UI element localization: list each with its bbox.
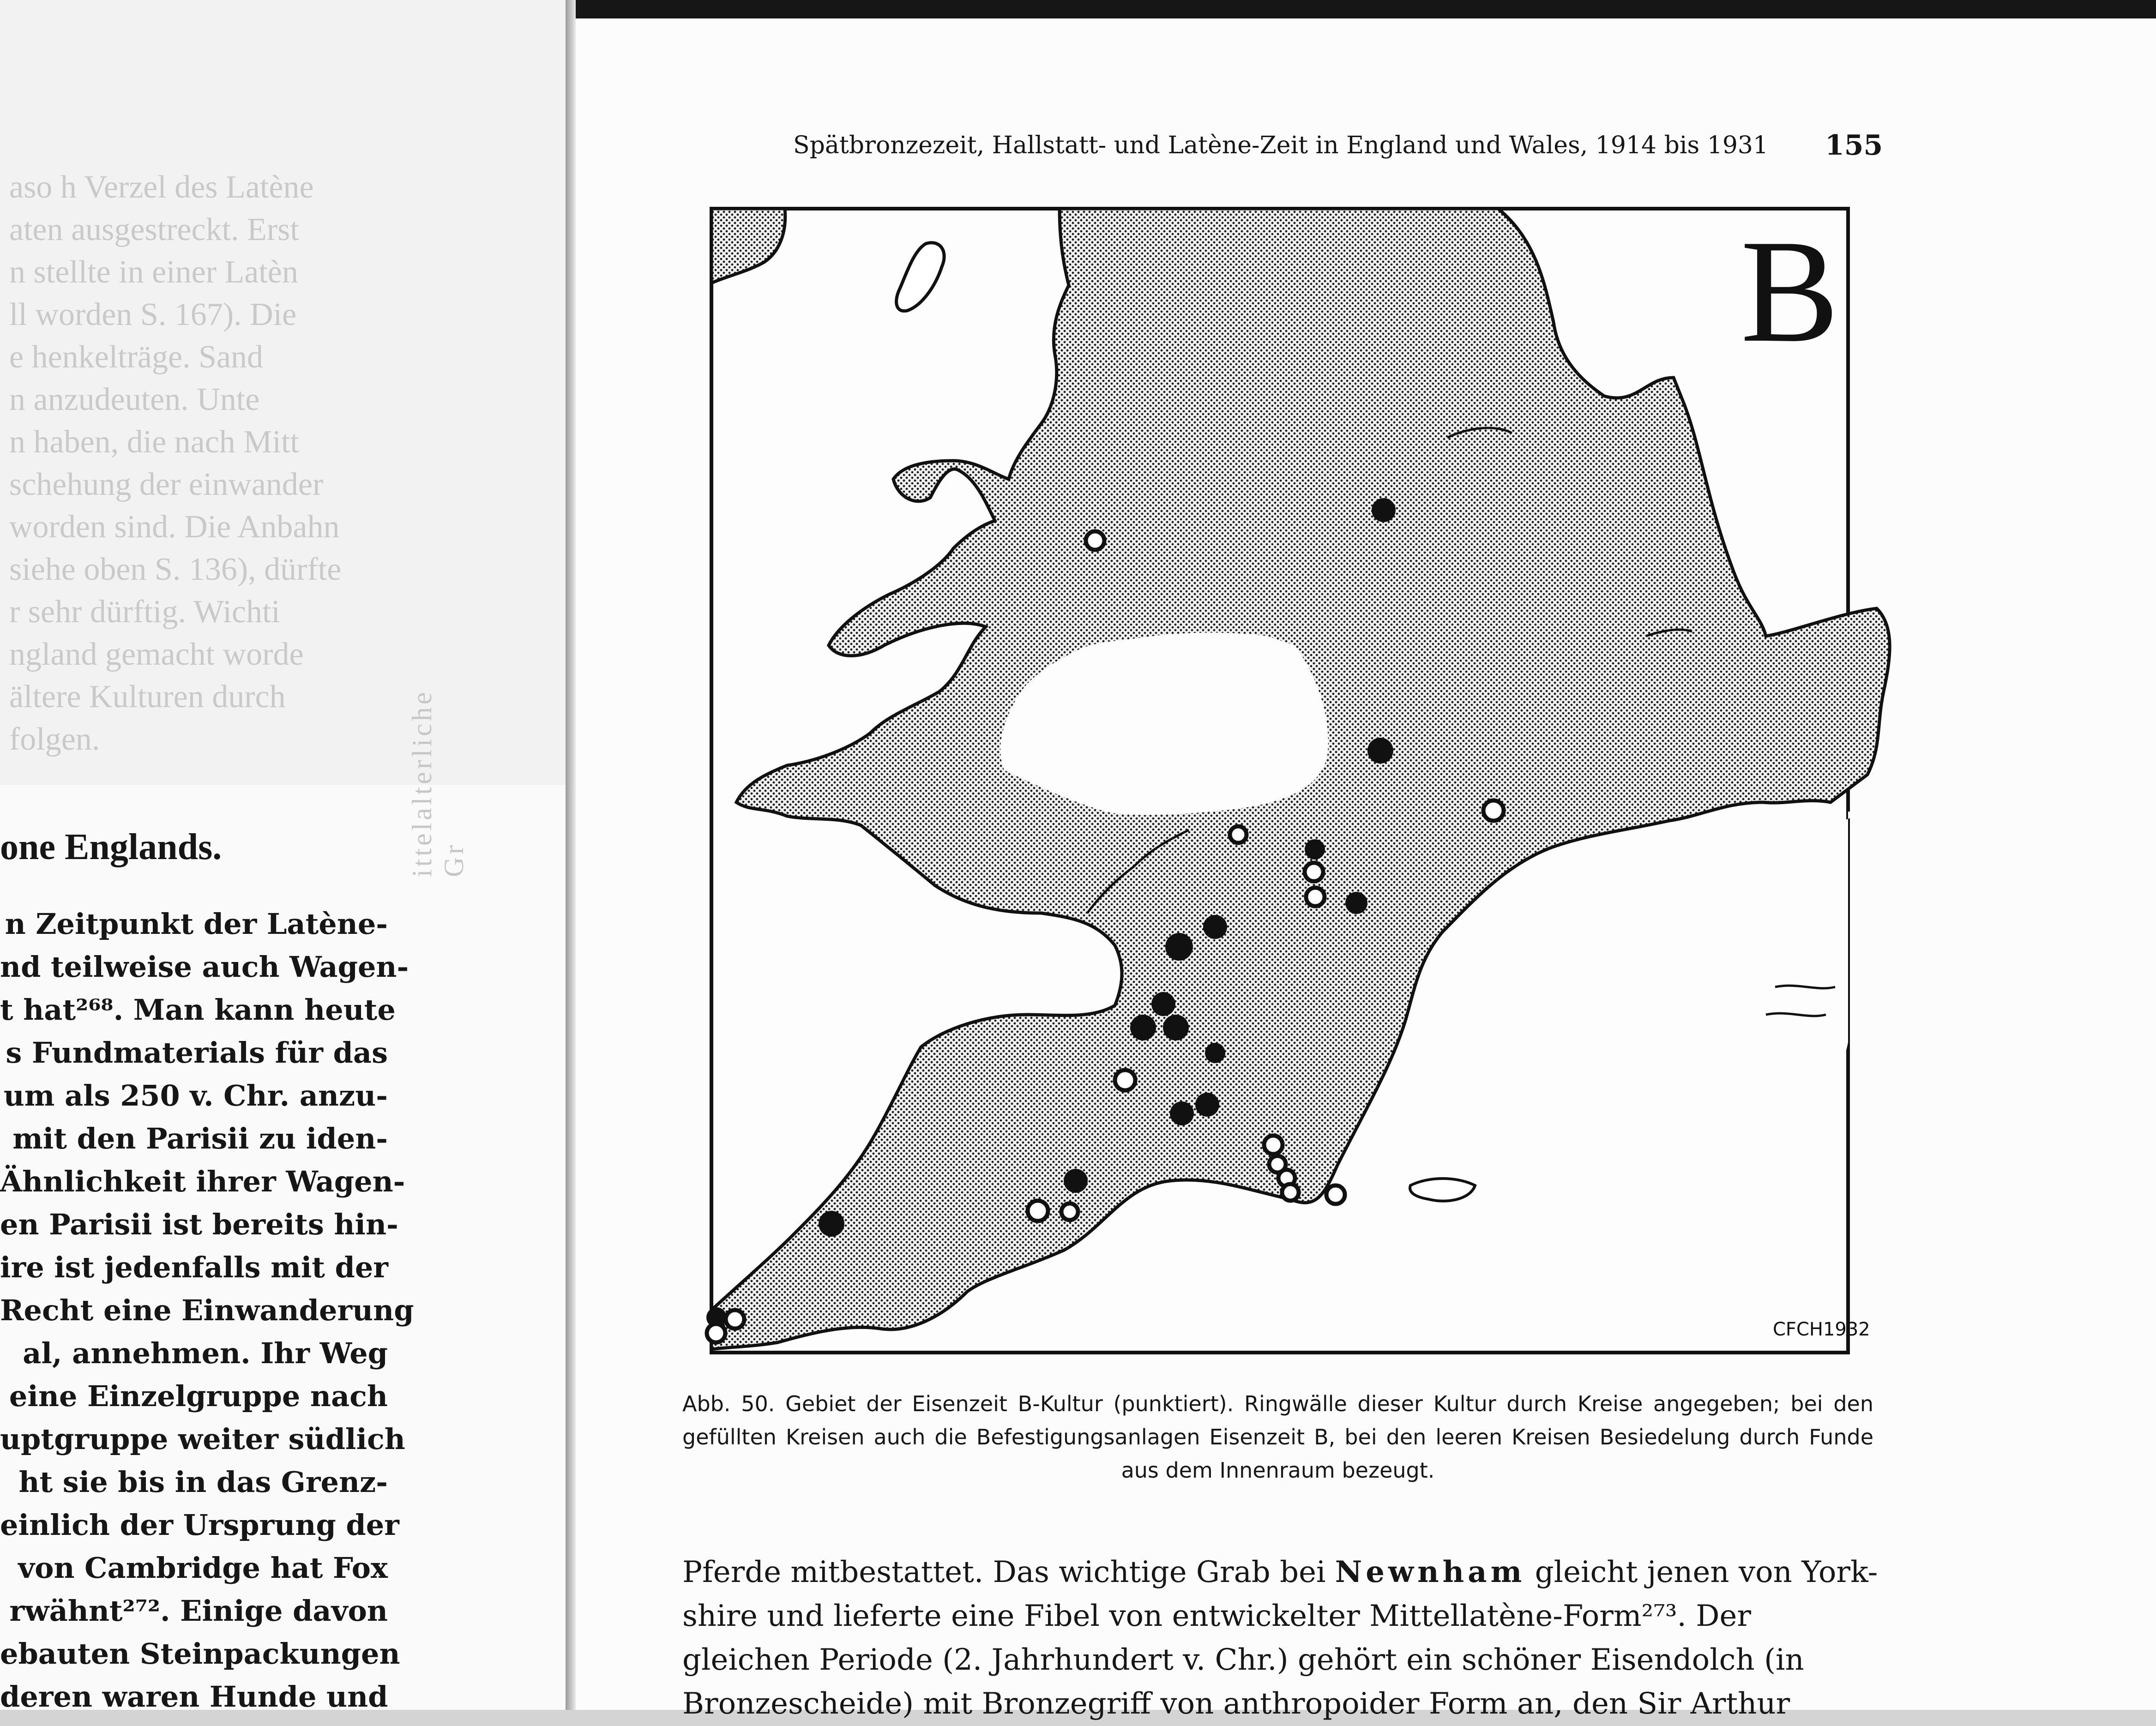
bleed-through-line: schehung der einwander: [9, 467, 324, 502]
left-page: [0, 0, 566, 1714]
filled-site: [1305, 839, 1325, 860]
bleed-through-line: siehe oben S. 136), dürfte: [9, 552, 342, 587]
open-site: [1282, 1184, 1299, 1201]
bleed-through-vertical-text: ittelalterliche Gr: [407, 689, 469, 877]
filled-site: [1163, 1015, 1189, 1040]
open-site: [1115, 1070, 1135, 1090]
open-site: [726, 1310, 744, 1329]
left-body-line: Recht eine Einwanderung: [0, 1293, 414, 1327]
body-line-3: gleichen Periode (2. Jahrhundert v. Chr.) gehört ein schöner Eisendolch (in: [682, 1643, 1804, 1677]
left-body-line: nd teilweise auch Wagen-: [0, 950, 409, 984]
filled-site: [1205, 1043, 1225, 1063]
map-svg: [709, 202, 1870, 1356]
open-site: [1086, 531, 1104, 550]
bleed-through-line: folgen.: [9, 722, 100, 757]
left-body-line: n Zeitpunkt der Latène-: [5, 907, 388, 941]
bleed-through-line: aten ausgestreckt. Erst: [9, 212, 299, 247]
book-gutter: [566, 0, 576, 1710]
isle-of-wight: [1410, 1179, 1475, 1201]
open-site: [1306, 888, 1325, 906]
left-body-line: en Parisii ist bereits hin-: [0, 1208, 398, 1241]
body-line-1b: gleicht jenen von York-: [1525, 1555, 1878, 1589]
bleed-through-line: aso h Verzel des Latène: [9, 169, 314, 205]
filled-site: [1165, 933, 1193, 961]
open-site: [1264, 1136, 1283, 1154]
bleed-through-line: n anzudeuten. Unte: [9, 382, 260, 417]
running-head: Spätbronzezeit, Hallstatt- und Latène-Zeit in England und Wales, 1914 bis 1931: [793, 132, 1769, 159]
left-body-line: um als 250 v. Chr. anzu-: [3, 1079, 388, 1113]
left-body-line: al, annehmen. Ihr Weg: [23, 1336, 388, 1370]
body-text: [682, 1550, 1878, 1726]
bleed-through-line: r sehr dürftig. Wichti: [9, 594, 280, 630]
filled-site: [1130, 1015, 1156, 1040]
bleed-through-line: n haben, die nach Mitt: [9, 424, 299, 460]
open-site: [1028, 1201, 1048, 1221]
page-number: 155: [1825, 129, 1883, 162]
bleed-through-line: worden sind. Die Anbahn: [9, 509, 340, 545]
left-body-line: ire ist jedenfalls mit der: [0, 1251, 388, 1284]
filled-site: [1345, 892, 1367, 914]
body-line-1: [682, 1550, 1878, 1594]
left-body-line: rwähnt²⁷². Einige davon: [9, 1594, 388, 1628]
left-body-line: ht sie bis in das Grenz-: [18, 1465, 388, 1499]
open-site: [1326, 1185, 1345, 1204]
bleed-through-line: ll worden S. 167). Die: [9, 297, 297, 332]
open-site: [1483, 800, 1504, 821]
left-body-line: mit den Parisii zu iden-: [12, 1122, 388, 1155]
left-body-line: s Fundmaterials für das: [6, 1036, 388, 1070]
left-body-line: eine Einzelgruppe nach: [9, 1379, 388, 1413]
left-body-text: [0, 902, 414, 1718]
bleed-through-text: [9, 166, 554, 761]
left-body-line: einlich der Ursprung der: [0, 1508, 399, 1542]
left-body-line: von Cambridge hat Fox: [18, 1551, 388, 1585]
open-site: [707, 1324, 725, 1342]
filled-site: [1372, 498, 1396, 522]
bleed-through-line: ältere Kulturen durch: [9, 679, 286, 715]
open-site: [1305, 863, 1323, 881]
filled-site: [819, 1211, 844, 1237]
left-body-line: Ähnlichkeit ihrer Wagen-: [0, 1165, 405, 1198]
left-body-line: uptgruppe weiter südlich: [0, 1422, 405, 1456]
body-line-2: shire und lieferte eine Fibel von entwickelter Mittellatène-Form²⁷³. Der: [682, 1599, 1751, 1633]
panel-letter: B: [1740, 210, 1839, 373]
left-body-line: ebauten Steinpackungen: [0, 1637, 400, 1671]
caption-text: Abb. 50. Gebiet der Eisenzeit B-Kultur (punktiert). Ringwälle dieser Kultur durch Kreise angegeben; bei den gefüllten Kreisen auch die Befestigungsanlagen Eisenzeit B, bei den leeren Kreisen Besiedelung durch Funde aus dem Innenraum bezeugt.: [682, 1391, 1873, 1483]
body-line-4: Bronzescheide) mit Bronzegriff von anthropoider Form an, den Sir Arthur: [682, 1687, 1790, 1721]
map-figure: [709, 202, 1870, 1356]
top-edge-shadow: [572, 0, 2156, 18]
filled-site: [1367, 738, 1393, 764]
filled-site: [1170, 1101, 1194, 1125]
left-body-line: t hat²⁶⁸. Man kann heute: [0, 993, 396, 1027]
cartographer-signature: CFCH1932: [1773, 1319, 1870, 1340]
filled-site: [1203, 915, 1227, 939]
figure-caption: [682, 1387, 1873, 1487]
section-heading: one Englands.: [0, 827, 222, 867]
body-line-1a: Pferde mitbestattet. Das wichtige Grab bei: [682, 1555, 1335, 1589]
bleed-through-line: e henkelträge. Sand: [9, 339, 264, 375]
open-site: [1061, 1203, 1078, 1220]
filled-site: [1064, 1169, 1088, 1193]
filled-site: [1195, 1093, 1219, 1117]
open-site: [1230, 826, 1247, 843]
bleed-through-line: n stellte in einer Latèn: [9, 254, 298, 290]
left-body-line: deren waren Hunde und: [0, 1680, 388, 1714]
place-name-newnham: Newnham: [1335, 1555, 1526, 1589]
filled-site: [1151, 992, 1175, 1016]
bleed-through-line: ngland gemacht worde: [9, 637, 304, 672]
